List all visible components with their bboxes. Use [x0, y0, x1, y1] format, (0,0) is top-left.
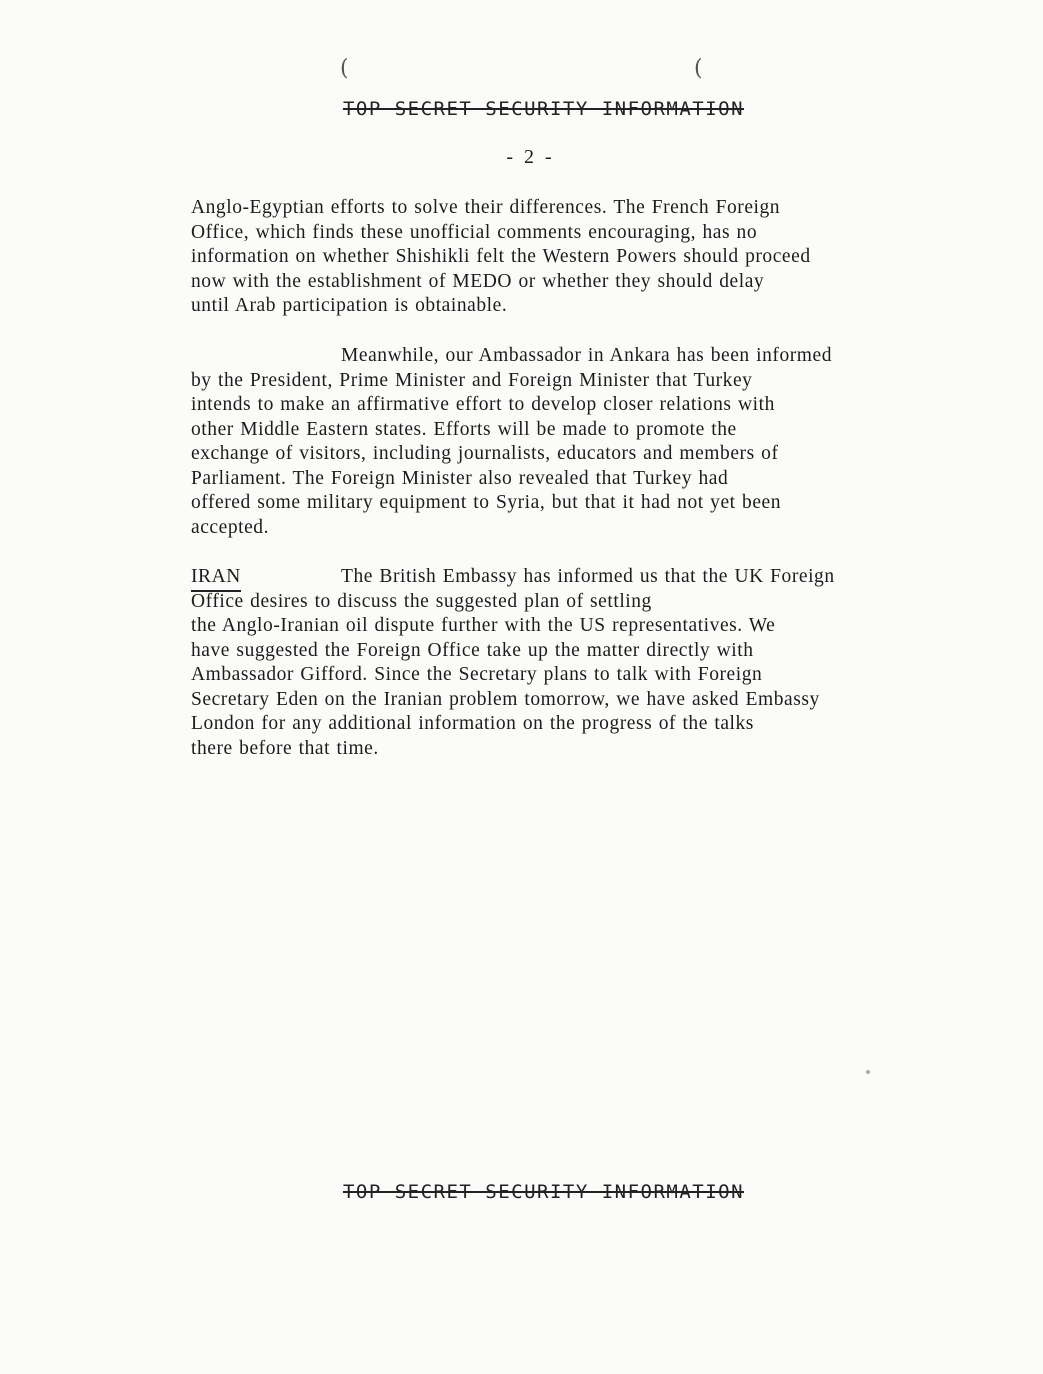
paragraph-1: Anglo-Egyptian efforts to solve their differences. The French Foreign Office, which finds these unofficial comments encouraging, has no information on whether Shishikli felt the Western Powers should proceed now with the establishment of MEDO or whether they should delay until Arab participation is obtainable.: [191, 197, 811, 316]
paragraph-2-text: Meanwhile, our Ambassador in Ankara has been informed by the President, Prime Minister and Foreign Minister that Turkey intends to make an affirmative effort to develop closer relations with other Middle Eastern states. Efforts will be made to promote the exchange of visitors, including journalists, educators and members of Parliament. The Foreign Minister also revealed that Turkey had offered some military equipment to Syria, but that it had not yet been accepted.: [191, 345, 833, 538]
scan-mark: (: [694, 56, 703, 81]
paragraph-2: [191, 344, 991, 540]
iran-heading: IRAN: [191, 565, 241, 592]
scan-mark: (: [340, 56, 349, 81]
paragraph-3-text: The British Embassy has informed us that the UK Foreign Office desires to discuss the suggested plan of settling the Anglo-Iranian oil dispute further with the US representatives. We have suggested the Foreign Office take up the matter directly with Ambassador Gifford. Since the Secretary plans to talk with Foreign Secretary Eden on the Iranian problem tomorrow, we have asked Embassy London for any additional information on the progress of the talks there before that time.: [191, 566, 835, 759]
paragraph-3: [191, 565, 991, 761]
bottom-classification: [22, 1181, 1043, 1203]
scan-speck: [866, 1070, 870, 1074]
top-classification: [22, 98, 1043, 120]
page-number: - 2 -: [506, 146, 555, 168]
bottom-classification-text: TOP SECRET SECURITY INFORMATION: [342, 1181, 745, 1203]
top-classification-text: TOP SECRET SECURITY INFORMATION: [342, 98, 745, 120]
